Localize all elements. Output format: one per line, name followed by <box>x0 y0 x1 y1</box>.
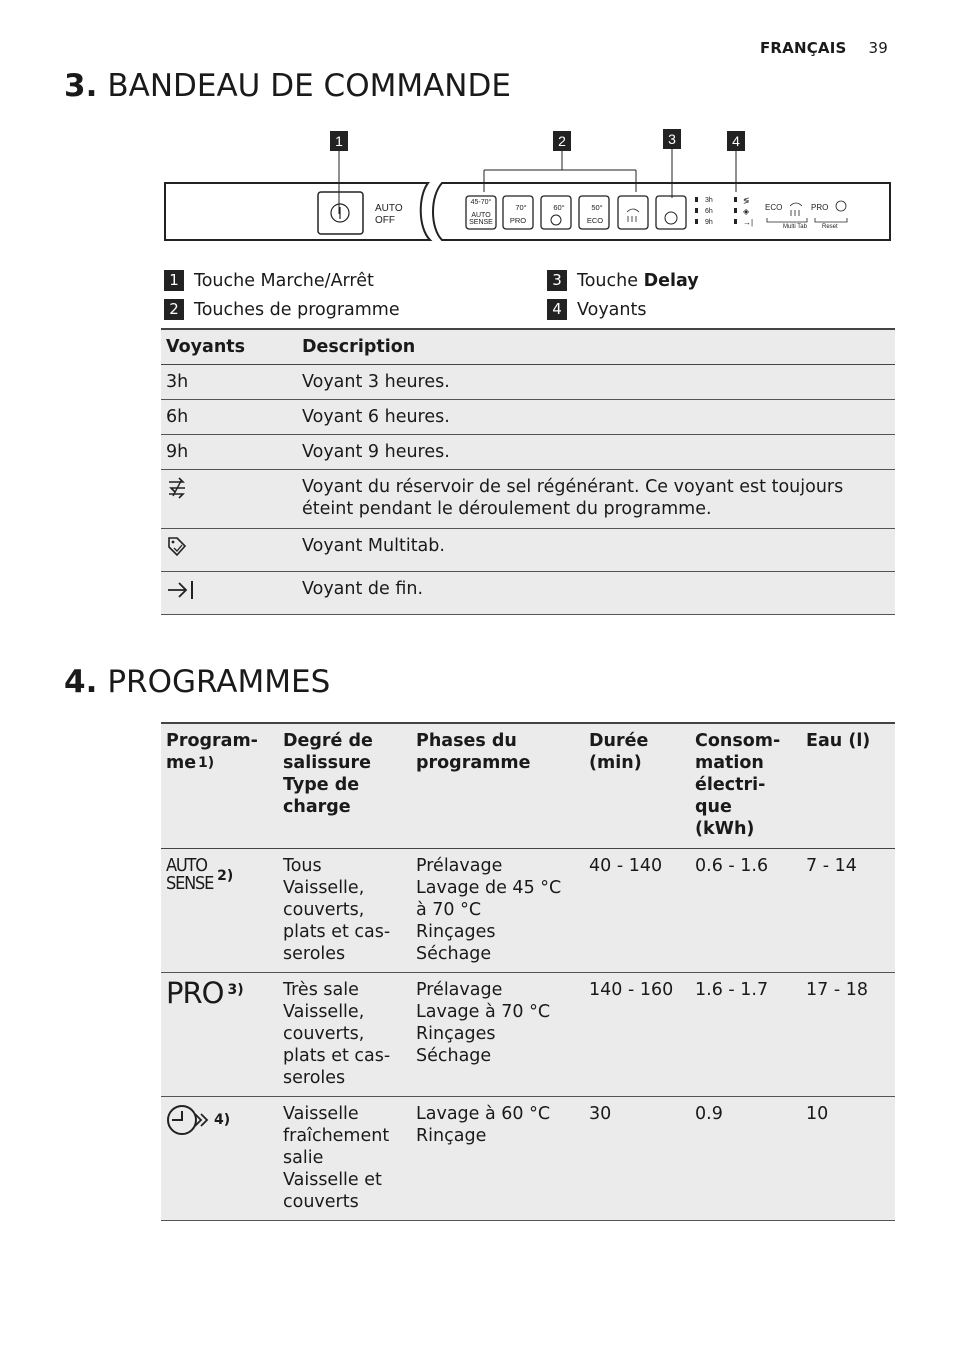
svg-text:3h: 3h <box>705 197 713 204</box>
svg-text:3: 3 <box>668 131 676 147</box>
svg-text:PRO: PRO <box>509 216 527 225</box>
svg-text:≶: ≶ <box>743 196 750 205</box>
column-header: Phases du programme <box>411 723 584 849</box>
table-row: PRO $^{3)}$ Très sale Vaisselle, couverts, plats et cas- seroles Prélavage Lavage à 70 °C Rinçages Séchage 140 - 160 1.6 - 1.7 17 - 18 <box>161 973 895 1097</box>
svg-text:→|: →| <box>743 218 754 227</box>
eco-label: ECO <box>765 203 783 212</box>
hour-indicators <box>695 196 753 227</box>
svg-text:9h: 9h <box>705 219 713 226</box>
table-header-row <box>161 723 895 849</box>
svg-text:AUTO: AUTO <box>471 212 491 219</box>
power-button[interactable] <box>318 192 363 234</box>
svg-text:1: 1 <box>335 133 343 149</box>
column-header: Consom-mation électri-que (kWh) <box>690 723 801 849</box>
legend-item-4: 4 Voyants <box>547 299 646 320</box>
page-header <box>760 39 888 57</box>
legend-item-1: 1 Touche Marche/Arrêt <box>164 270 374 291</box>
section-3-title <box>64 68 511 104</box>
degre-cell: Très sale Vaisselle, couverts, plats et cas- seroles <box>278 973 411 1097</box>
column-header: Voyants <box>161 329 297 365</box>
callout-3 <box>663 129 681 198</box>
phases-cell: Prélavage Lavage à 70 °C Rinçages Séchage <box>411 973 584 1097</box>
svg-text:6h: 6h <box>705 208 713 215</box>
table-row: 6h Voyant 6 heures. <box>161 400 895 435</box>
svg-text:50°: 50° <box>591 203 603 212</box>
degre-cell: Tous Vaisselle, couverts, plats et cas- seroles <box>278 849 411 973</box>
phases-cell: Prélavage Lavage de 45 °C à 70 °C Rinçages Séchage <box>411 849 584 973</box>
quick-icon: 4) <box>166 1103 230 1137</box>
control-panel-diagram <box>160 126 896 244</box>
table-row: Voyant Multitab. <box>161 529 895 572</box>
header-language: FRANÇAIS <box>759 39 847 57</box>
column-header: Durée (min) <box>584 723 690 849</box>
column-header: Eau (l) <box>801 723 895 849</box>
legend-item-3: 3 Touche Delay <box>547 270 699 291</box>
multitab-label: Multi Tab <box>783 224 807 230</box>
programme-buttons[interactable] <box>466 196 686 229</box>
phases-cell: Lavage à 60 °C Rinçage <box>411 1097 584 1221</box>
table-row: AUTO SENSE $^{2)}$ Tous Vaisselle, couverts, plats et cas- seroles Prélavage Lavage de 45 °C à 70 °C Rinçages Séchage 40 - 140 0.6 - 1.6 7 - 14 <box>161 849 895 973</box>
legend-item-2: 2 Touches de programme <box>164 299 400 320</box>
page-number: 39 <box>868 39 888 57</box>
table-row: Voyant du réservoir de sel régénérant. Ce voyant est toujours éteint pendant le déroulement du programme. <box>161 470 895 529</box>
svg-text:70°: 70° <box>515 203 527 212</box>
section-3-number: 3. <box>64 68 98 104</box>
table-header-row <box>161 329 895 365</box>
svg-text:60°: 60° <box>553 203 565 212</box>
section-3-title-text: BANDEAU DE COMMANDE <box>107 68 511 104</box>
auto-off-label-1: AUTO <box>375 203 403 214</box>
table-row: $^{4)}$ Vaisselle fraîchement salie Vaisselle et couverts Lavage à 60 °C Rinçage 30 0.9 10 <box>161 1097 895 1221</box>
autosense-icon: AUTO SENSE $^{2)}$ <box>166 855 234 894</box>
end-icon <box>166 578 196 602</box>
callout-1 <box>330 131 348 214</box>
svg-text:SENSE: SENSE <box>469 219 493 226</box>
auto-off-label-2: OFF <box>375 215 395 226</box>
table-row: Voyant de fin. <box>161 572 895 615</box>
column-header: Program-me 1) <box>161 723 278 849</box>
salt-icon <box>166 476 188 500</box>
table-row: 3h Voyant 3 heures. <box>161 365 895 400</box>
reset-label: Reset <box>822 224 838 230</box>
section-4-number: 4. <box>64 664 98 700</box>
section-4-title-text: PROGRAMMES <box>107 664 331 700</box>
svg-text:ECO: ECO <box>586 216 604 225</box>
table-row: 9h Voyant 9 heures. <box>161 435 895 470</box>
pro-label: PRO <box>811 203 829 212</box>
column-header: Degré de salissure Type de charge <box>278 723 411 849</box>
svg-text:4: 4 <box>732 133 740 149</box>
programmes-table <box>161 722 895 1221</box>
svg-text:◈: ◈ <box>743 207 750 216</box>
svg-text:2: 2 <box>558 133 566 149</box>
pro-icon: PRO $^{3)}$ <box>166 976 244 1010</box>
svg-text:45-70°: 45-70° <box>470 199 492 206</box>
section-4-title <box>64 664 330 700</box>
column-header: Description <box>297 329 895 365</box>
degre-cell: Vaisselle fraîchement salie Vaisselle et couverts <box>278 1097 411 1221</box>
voyants-table <box>161 328 895 615</box>
multitab-icon <box>166 535 188 559</box>
